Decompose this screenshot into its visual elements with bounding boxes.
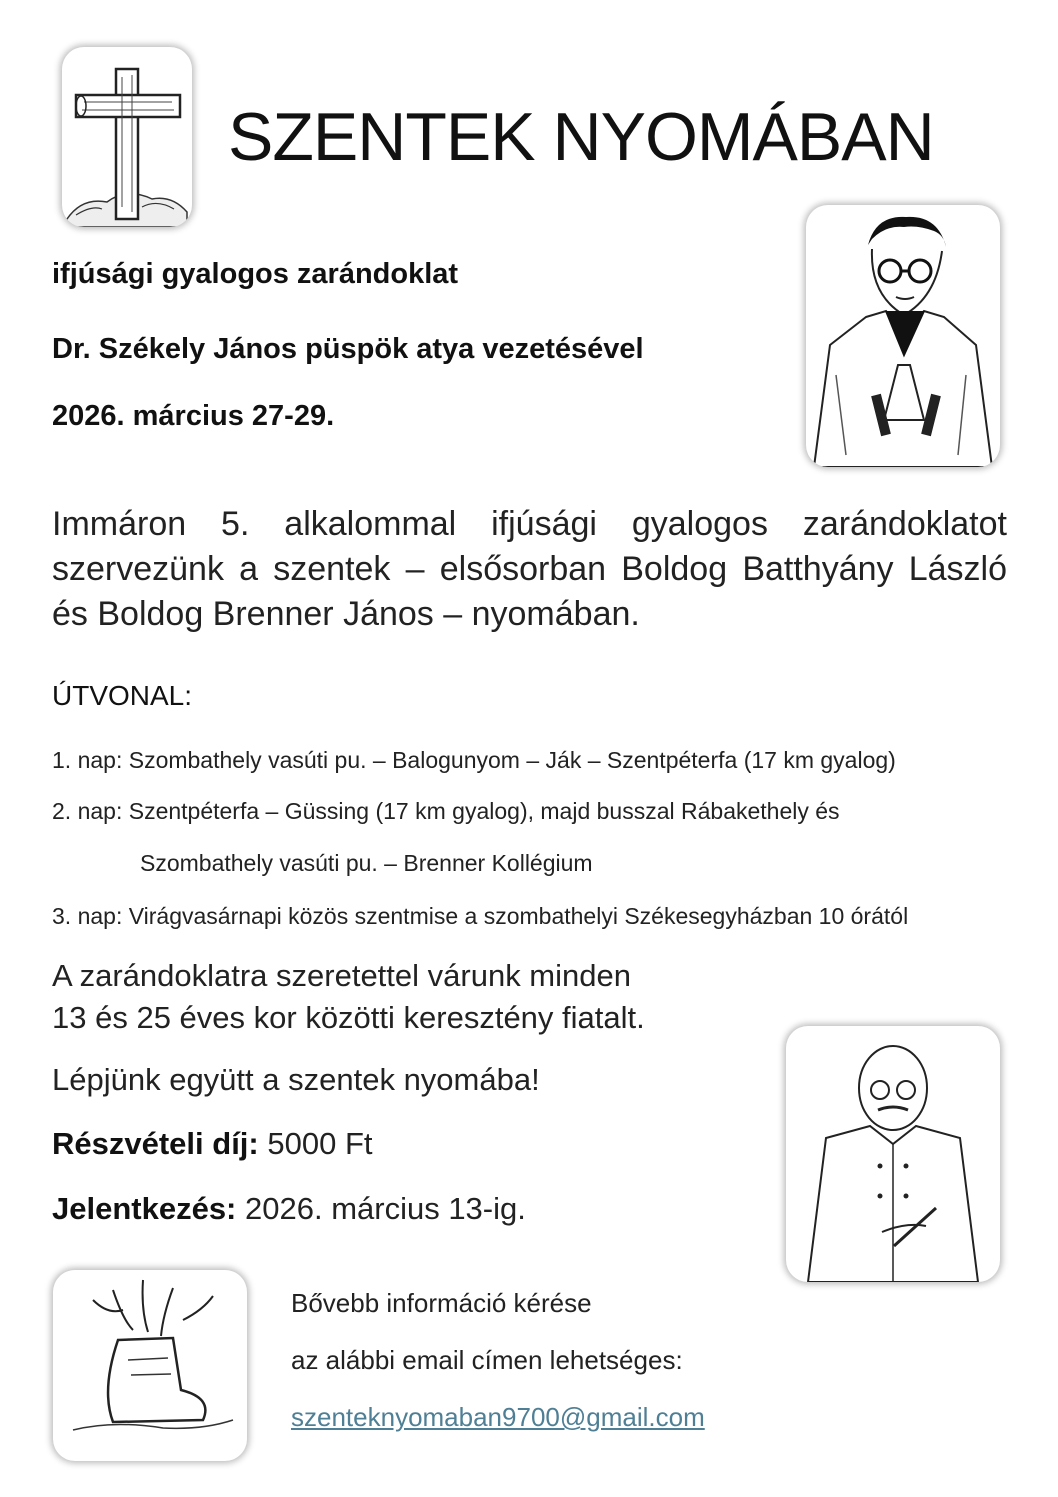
route-heading: ÚTVONAL: <box>52 680 193 711</box>
motto: Lépjünk együtt a szentek nyomába! <box>52 1062 540 1097</box>
subtitle-pilgrimage: ifjúsági gyalogos zarándoklat <box>52 258 459 290</box>
email-link[interactable]: szenteknyomaban9700@gmail.com <box>291 1402 705 1432</box>
fee-row <box>52 1126 373 1162</box>
shoe-icon <box>53 1270 247 1461</box>
portrait-icon <box>806 205 1000 467</box>
registration-label: Jelentkezés: <box>52 1191 237 1226</box>
route-day-2-continued: Szombathely vasúti pu. – Brenner Kollégium <box>140 850 593 876</box>
route-day-3: 3. nap: Virágvasárnapi közös szentmise a szombathelyi Székesegyházban 10 órától <box>52 903 909 929</box>
invitation-line-2: 13 és 25 éves kor közötti keresztény fiatalt. <box>52 1000 645 1035</box>
info-line-1: Bővebb információ kérése <box>291 1288 592 1318</box>
fee-value: 5000 Ft <box>258 1126 373 1161</box>
fee-label: Részvételi díj: <box>52 1126 259 1161</box>
page-title: SZENTEK NYOMÁBAN <box>228 99 934 175</box>
info-line-2: az alábbi email címen lehetséges: <box>291 1345 683 1375</box>
cross-illustration <box>62 47 192 227</box>
registration-row <box>52 1191 526 1227</box>
shoe-illustration <box>53 1270 247 1461</box>
invitation-line-1: A zarándoklatra szeretettel várunk minden <box>52 958 631 993</box>
cross-icon <box>62 47 192 227</box>
route-day-1: 1. nap: Szombathely vasúti pu. – Balogunyom – Ják – Szentpéterfa (17 km gyalog) <box>52 747 896 773</box>
intro-paragraph: Immáron 5. alkalommal ifjúsági gyalogos zarándoklatot szervezünk a szentek – elsősorban Boldog Batthyány László és Boldog Brenner János – nyomában. <box>52 505 1007 633</box>
bishop-portrait <box>806 205 1000 467</box>
registration-value: 2026. március 13-ig. <box>236 1191 526 1226</box>
subtitle-leader: Dr. Székely János püspök atya vezetésével <box>52 333 644 365</box>
doctor-portrait <box>786 1026 1000 1282</box>
route-day-2: 2. nap: Szentpéterfa – Güssing (17 km gyalog), majd busszal Rábakethely és <box>52 798 840 824</box>
event-date: 2026. március 27-29. <box>52 400 335 432</box>
portrait-icon <box>786 1026 1000 1282</box>
